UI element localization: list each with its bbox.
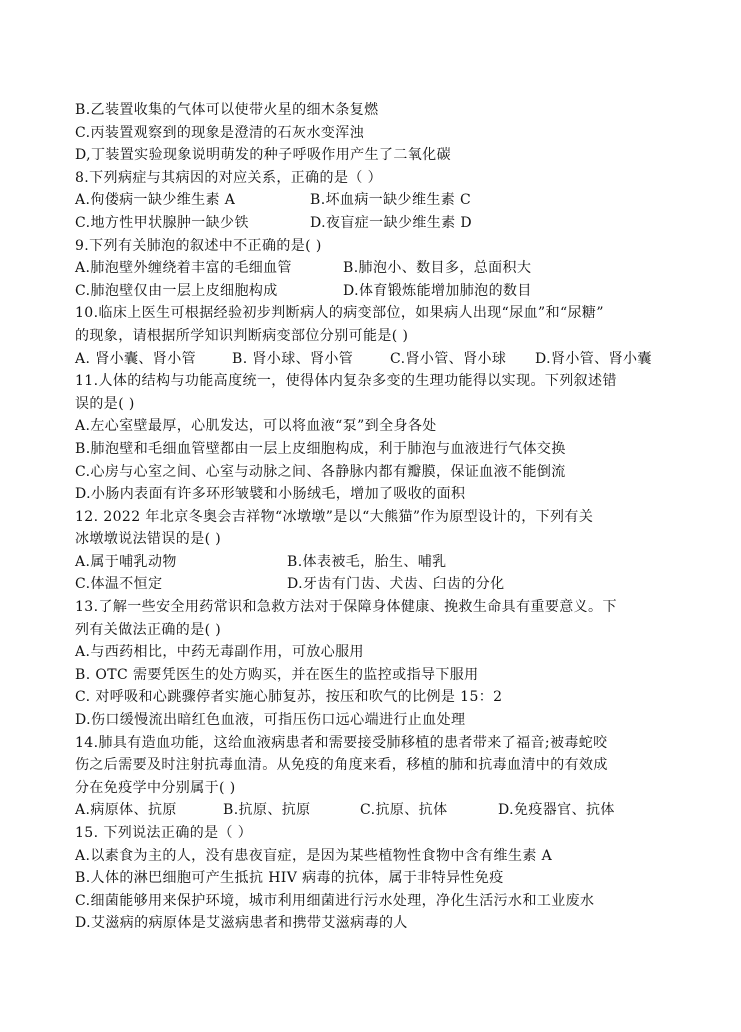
option-a: A.佝偻病一缺少维生素 A: [75, 192, 236, 209]
option-d: D.体育锻炼能增加肺泡的数目: [343, 282, 532, 299]
option-b: B.坏血病一缺少维生素 C: [310, 192, 472, 209]
option-d: D.伤口缓慢流出暗红色血液，可指压伤口远心端进行止血处理: [75, 712, 466, 729]
option-c: C.细菌能够用来保护环境，城市利用细菌进行污水处理，净化生活污水和工业废水: [75, 892, 595, 909]
question-14-stem: 伤之后需要及时注射抗毒血清。从免疫的角度来看，移植的肺和抗毒血清中的有效成: [75, 757, 608, 774]
question-14-stem: 14.肺具有造血功能，这给血液病患者和需要接受肺移植的患者带来了福音;被毒蛇咬: [75, 734, 608, 751]
question-14-stem: 分在免疫学中分别属于( ): [75, 779, 236, 796]
question-9-options-row: [75, 257, 675, 280]
option-c: C.肺泡壁仅由一层上皮细胞构成: [75, 282, 278, 299]
option-b: B. OTC 需要凭医生的处方购买，并在医生的监控或指导下服用: [75, 666, 479, 683]
option-a: A.与西药相比，中药无毒副作用，可放心服用: [75, 644, 364, 661]
question-13-stem: 列有关做法正确的是( ): [75, 621, 222, 638]
option-a: A.肺泡壁外缠绕着丰富的毛细血管: [75, 260, 292, 277]
option-b: B.肺泡小、数目多，总面积大: [343, 260, 532, 277]
question-11-stem: 11.人体的结构与功能高度统一，使得体内复杂多变的生理功能得以实现。下列叙述错: [75, 373, 617, 390]
question-8-stem: 8.下列病症与其病因的对应关系，正确的是（ ）: [75, 169, 383, 186]
option-d: D.艾滋病的病原体是艾滋病患者和携带艾滋病毒的人: [75, 915, 408, 932]
question-9-stem: 9.下列有关肺泡的叙述中不正确的是( ): [75, 237, 322, 254]
text-line: B.乙装置收集的气体可以使带火星的细木条复燃: [75, 102, 379, 118]
question-12-options-row: [75, 551, 675, 574]
question-12-stem: 12. 2022 年北京冬奥会吉祥物“冰墩墩”是以“大熊猫”作为原型设计的，下列有关: [75, 508, 594, 525]
option-d: D.夜盲症一缺少维生素 D: [310, 214, 473, 231]
option-d: D.牙齿有门齿、犬齿、臼齿的分化: [287, 576, 505, 593]
option-a: A. 肾小囊、肾小管: [75, 350, 197, 367]
option-a: A.病原体、抗原: [75, 802, 177, 819]
option-c: C. 对呼吸和心跳骤停者实施心肺复苏，按压和吹气的比例是 15：2: [75, 689, 503, 706]
option-c: C.肾小管、肾小球: [390, 350, 507, 367]
option-a: A.以素食为主的人，没有患夜盲症，是因为某些植物性食物中含有维生素 A: [75, 847, 553, 864]
option-b: B.体表被毛，胎生、哺乳: [287, 553, 447, 570]
question-10-options-row: [75, 348, 675, 371]
exam-page: [75, 99, 675, 935]
option-c: C.体温不恒定: [75, 576, 163, 593]
question-8-options-row: [75, 189, 675, 212]
option-b: B.肺泡壁和毛细血管壁都由一层上皮细胞构成，利于肺泡与血液进行气体交换: [75, 440, 566, 457]
text-line: C.丙装置观察到的现象是澄清的石灰水变浑浊: [75, 124, 365, 141]
question-11-stem: 误的是( ): [75, 395, 135, 412]
option-a: A.左心室壁最厚，心肌发达，可以将血液“泵”到全身各处: [75, 418, 437, 435]
question-8-options-row: [75, 212, 675, 235]
question-10-stem: 10.临床上医生可根据经验初步判断病人的病变部位，如果病人出现“尿血”和“尿糖”: [75, 305, 604, 322]
question-13-stem: 13.了解一些安全用药常识和急救方法对于保障身体健康、挽救生命具有重要意义。下: [75, 599, 617, 616]
question-9-options-row: [75, 280, 675, 303]
question-12-stem: 冰墩墩说法错误的是( ): [75, 531, 222, 548]
question-14-options-row: [75, 799, 675, 822]
option-d: D.小肠内表面有许多环形皱襞和小肠绒毛，增加了吸收的面积: [75, 486, 466, 503]
option-b: B. 肾小球、肾小管: [232, 350, 354, 367]
option-b: B.抗原、抗原: [223, 802, 311, 819]
option-c: C.地方性甲状腺肿一缺少铁: [75, 214, 249, 231]
option-a: A.属于哺乳动物: [75, 553, 177, 570]
option-c: C.抗原、抗体: [360, 802, 448, 819]
option-b: B.人体的淋巴细胞可产生抵抗 HIV 病毒的抗体，属于非特异性免疫: [75, 870, 504, 887]
option-d: D.免疫器官、抗体: [498, 802, 615, 819]
question-12-options-row: [75, 573, 675, 596]
option-c: C.心房与心室之间、心室与动脉之间、各静脉内都有瓣膜，保证血液不能倒流: [75, 463, 566, 480]
question-10-stem: 的现象，请根据所学知识判断病变部位分别可能是( ): [75, 327, 409, 344]
text-line: D,丁装置实验现象说明萌发的种子呼吸作用产生了二氧化碳: [75, 147, 451, 164]
question-15-stem: 15. 下列说法正确的是（ ）: [75, 825, 253, 841]
option-d: D.肾小管、肾小囊: [535, 350, 652, 367]
